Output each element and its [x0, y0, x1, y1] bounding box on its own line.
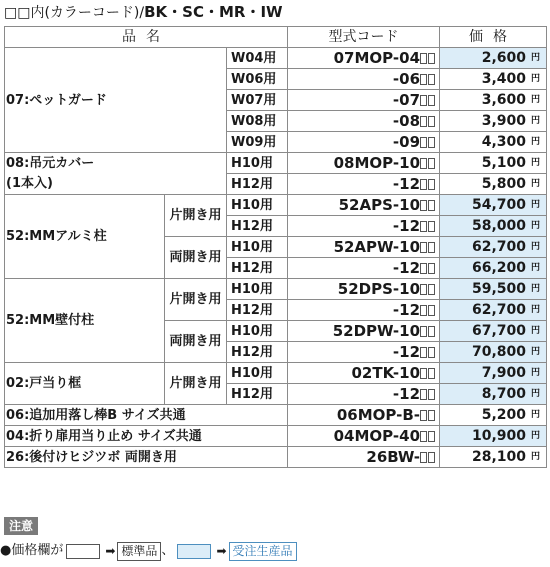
price-cell: 58,000 円	[440, 216, 547, 237]
size-cell: H10用	[227, 195, 288, 216]
size-cell: W04用	[227, 48, 288, 69]
column-header-code: 型式コード	[288, 27, 440, 48]
price-cell: 70,800 円	[440, 342, 547, 363]
size-cell: H10用	[227, 279, 288, 300]
table-row	[5, 174, 547, 195]
code-cell: -12	[288, 384, 440, 405]
code-cell: 26BW-	[288, 447, 440, 468]
table-header-row	[5, 27, 547, 48]
legend-swatch-order-made	[177, 544, 211, 559]
arrow-right-icon: ➡	[105, 544, 116, 558]
type-single: 片開き用	[165, 195, 227, 237]
code-cell: 52DPW-10	[288, 321, 440, 342]
price-cell: 7,900 円	[440, 363, 547, 384]
code-cell: 06MOP-B-	[288, 405, 440, 426]
group-folding-door-stop: 04:折り扉用当り止め サイズ共通	[5, 426, 288, 447]
code-cell: -12	[288, 258, 440, 279]
size-cell: W06用	[227, 69, 288, 90]
size-cell: H12用	[227, 384, 288, 405]
code-cell: 04MOP-40	[288, 426, 440, 447]
price-cell: 5,100 円	[440, 153, 547, 174]
group-mm-wall-post: 52:MM壁付柱	[5, 279, 165, 363]
code-cell: -06	[288, 69, 440, 90]
price-cell: 8,700 円	[440, 384, 547, 405]
group-door-stop-frame: 02:戸当り框	[5, 363, 165, 405]
code-cell: 07MOP-04	[288, 48, 440, 69]
group-hinge-cover: 08:吊元カバー	[5, 153, 227, 174]
price-cell: 4,300 円	[440, 132, 547, 153]
price-cell: 5,200 円	[440, 405, 547, 426]
code-cell: 08MOP-10	[288, 153, 440, 174]
group-drop-rod: 06:追加用落し棒B サイズ共通	[5, 405, 288, 426]
price-table	[4, 26, 547, 468]
table-row	[5, 279, 547, 300]
table-caption	[4, 2, 283, 23]
price-cell: 2,600 円	[440, 48, 547, 69]
size-cell: H10用	[227, 237, 288, 258]
legend-order-made: 受注生産品	[229, 542, 297, 561]
price-cell: 28,100 円	[440, 447, 547, 468]
size-cell: H10用	[227, 321, 288, 342]
price-cell: 3,400 円	[440, 69, 547, 90]
note-badge: 注意	[4, 517, 38, 535]
table-row	[5, 426, 547, 447]
price-cell: 3,900 円	[440, 111, 547, 132]
table-row	[5, 405, 547, 426]
group-retrofit-hinge: 26:後付けヒジツボ 両開き用	[5, 447, 288, 468]
group-mm-aluminum-post: 52:MMアルミ柱	[5, 195, 165, 279]
price-cell: 3,600 円	[440, 90, 547, 111]
color-code-note: □□内(カラーコード)/	[4, 5, 145, 21]
code-cell: -08	[288, 111, 440, 132]
code-cell: 52DPS-10	[288, 279, 440, 300]
size-cell: H12用	[227, 300, 288, 321]
price-cell: 59,500 円	[440, 279, 547, 300]
size-cell: W09用	[227, 132, 288, 153]
size-cell: H12用	[227, 342, 288, 363]
price-cell: 62,700 円	[440, 300, 547, 321]
code-cell: -12	[288, 216, 440, 237]
legend-separator: 、	[161, 543, 175, 558]
code-cell: -12	[288, 174, 440, 195]
price-cell: 10,900 円	[440, 426, 547, 447]
size-cell: H12用	[227, 216, 288, 237]
code-cell: -09	[288, 132, 440, 153]
column-header-price: 価格	[440, 27, 547, 48]
type-double: 両開き用	[165, 321, 227, 363]
legend-lead: ●価格欄が	[0, 543, 64, 558]
code-cell: 02TK-10	[288, 363, 440, 384]
code-cell: 52APW-10	[288, 237, 440, 258]
price-cell: 66,200 円	[440, 258, 547, 279]
price-cell: 5,800 円	[440, 174, 547, 195]
size-cell: H10用	[227, 363, 288, 384]
type-single: 片開き用	[165, 279, 227, 321]
code-cell: -12	[288, 300, 440, 321]
size-cell: H10用	[227, 153, 288, 174]
legend-standard: 標準品	[117, 542, 161, 561]
size-cell: H12用	[227, 174, 288, 195]
table-row	[5, 195, 547, 216]
price-cell: 62,700 円	[440, 237, 547, 258]
size-cell: W08用	[227, 111, 288, 132]
code-cell: -07	[288, 90, 440, 111]
table-row	[5, 363, 547, 384]
type-double: 両開き用	[165, 237, 227, 279]
color-codes: BK・SC・MR・IW	[144, 3, 283, 21]
type-single: 片開き用	[165, 363, 227, 405]
column-header-name: 品名	[5, 27, 288, 48]
size-cell: W07用	[227, 90, 288, 111]
price-cell: 54,700 円	[440, 195, 547, 216]
code-cell: -12	[288, 342, 440, 363]
table-row	[5, 153, 547, 174]
legend-note	[0, 540, 297, 562]
table-row	[5, 48, 547, 69]
group-hinge-cover-qty: (1本入)	[5, 174, 227, 195]
legend-swatch-standard	[66, 544, 100, 559]
size-cell: H12用	[227, 258, 288, 279]
table-row	[5, 447, 547, 468]
group-pet-guard: 07:ペットガード	[5, 48, 227, 153]
arrow-right-icon: ➡	[216, 544, 227, 558]
price-cell: 67,700 円	[440, 321, 547, 342]
code-cell: 52APS-10	[288, 195, 440, 216]
